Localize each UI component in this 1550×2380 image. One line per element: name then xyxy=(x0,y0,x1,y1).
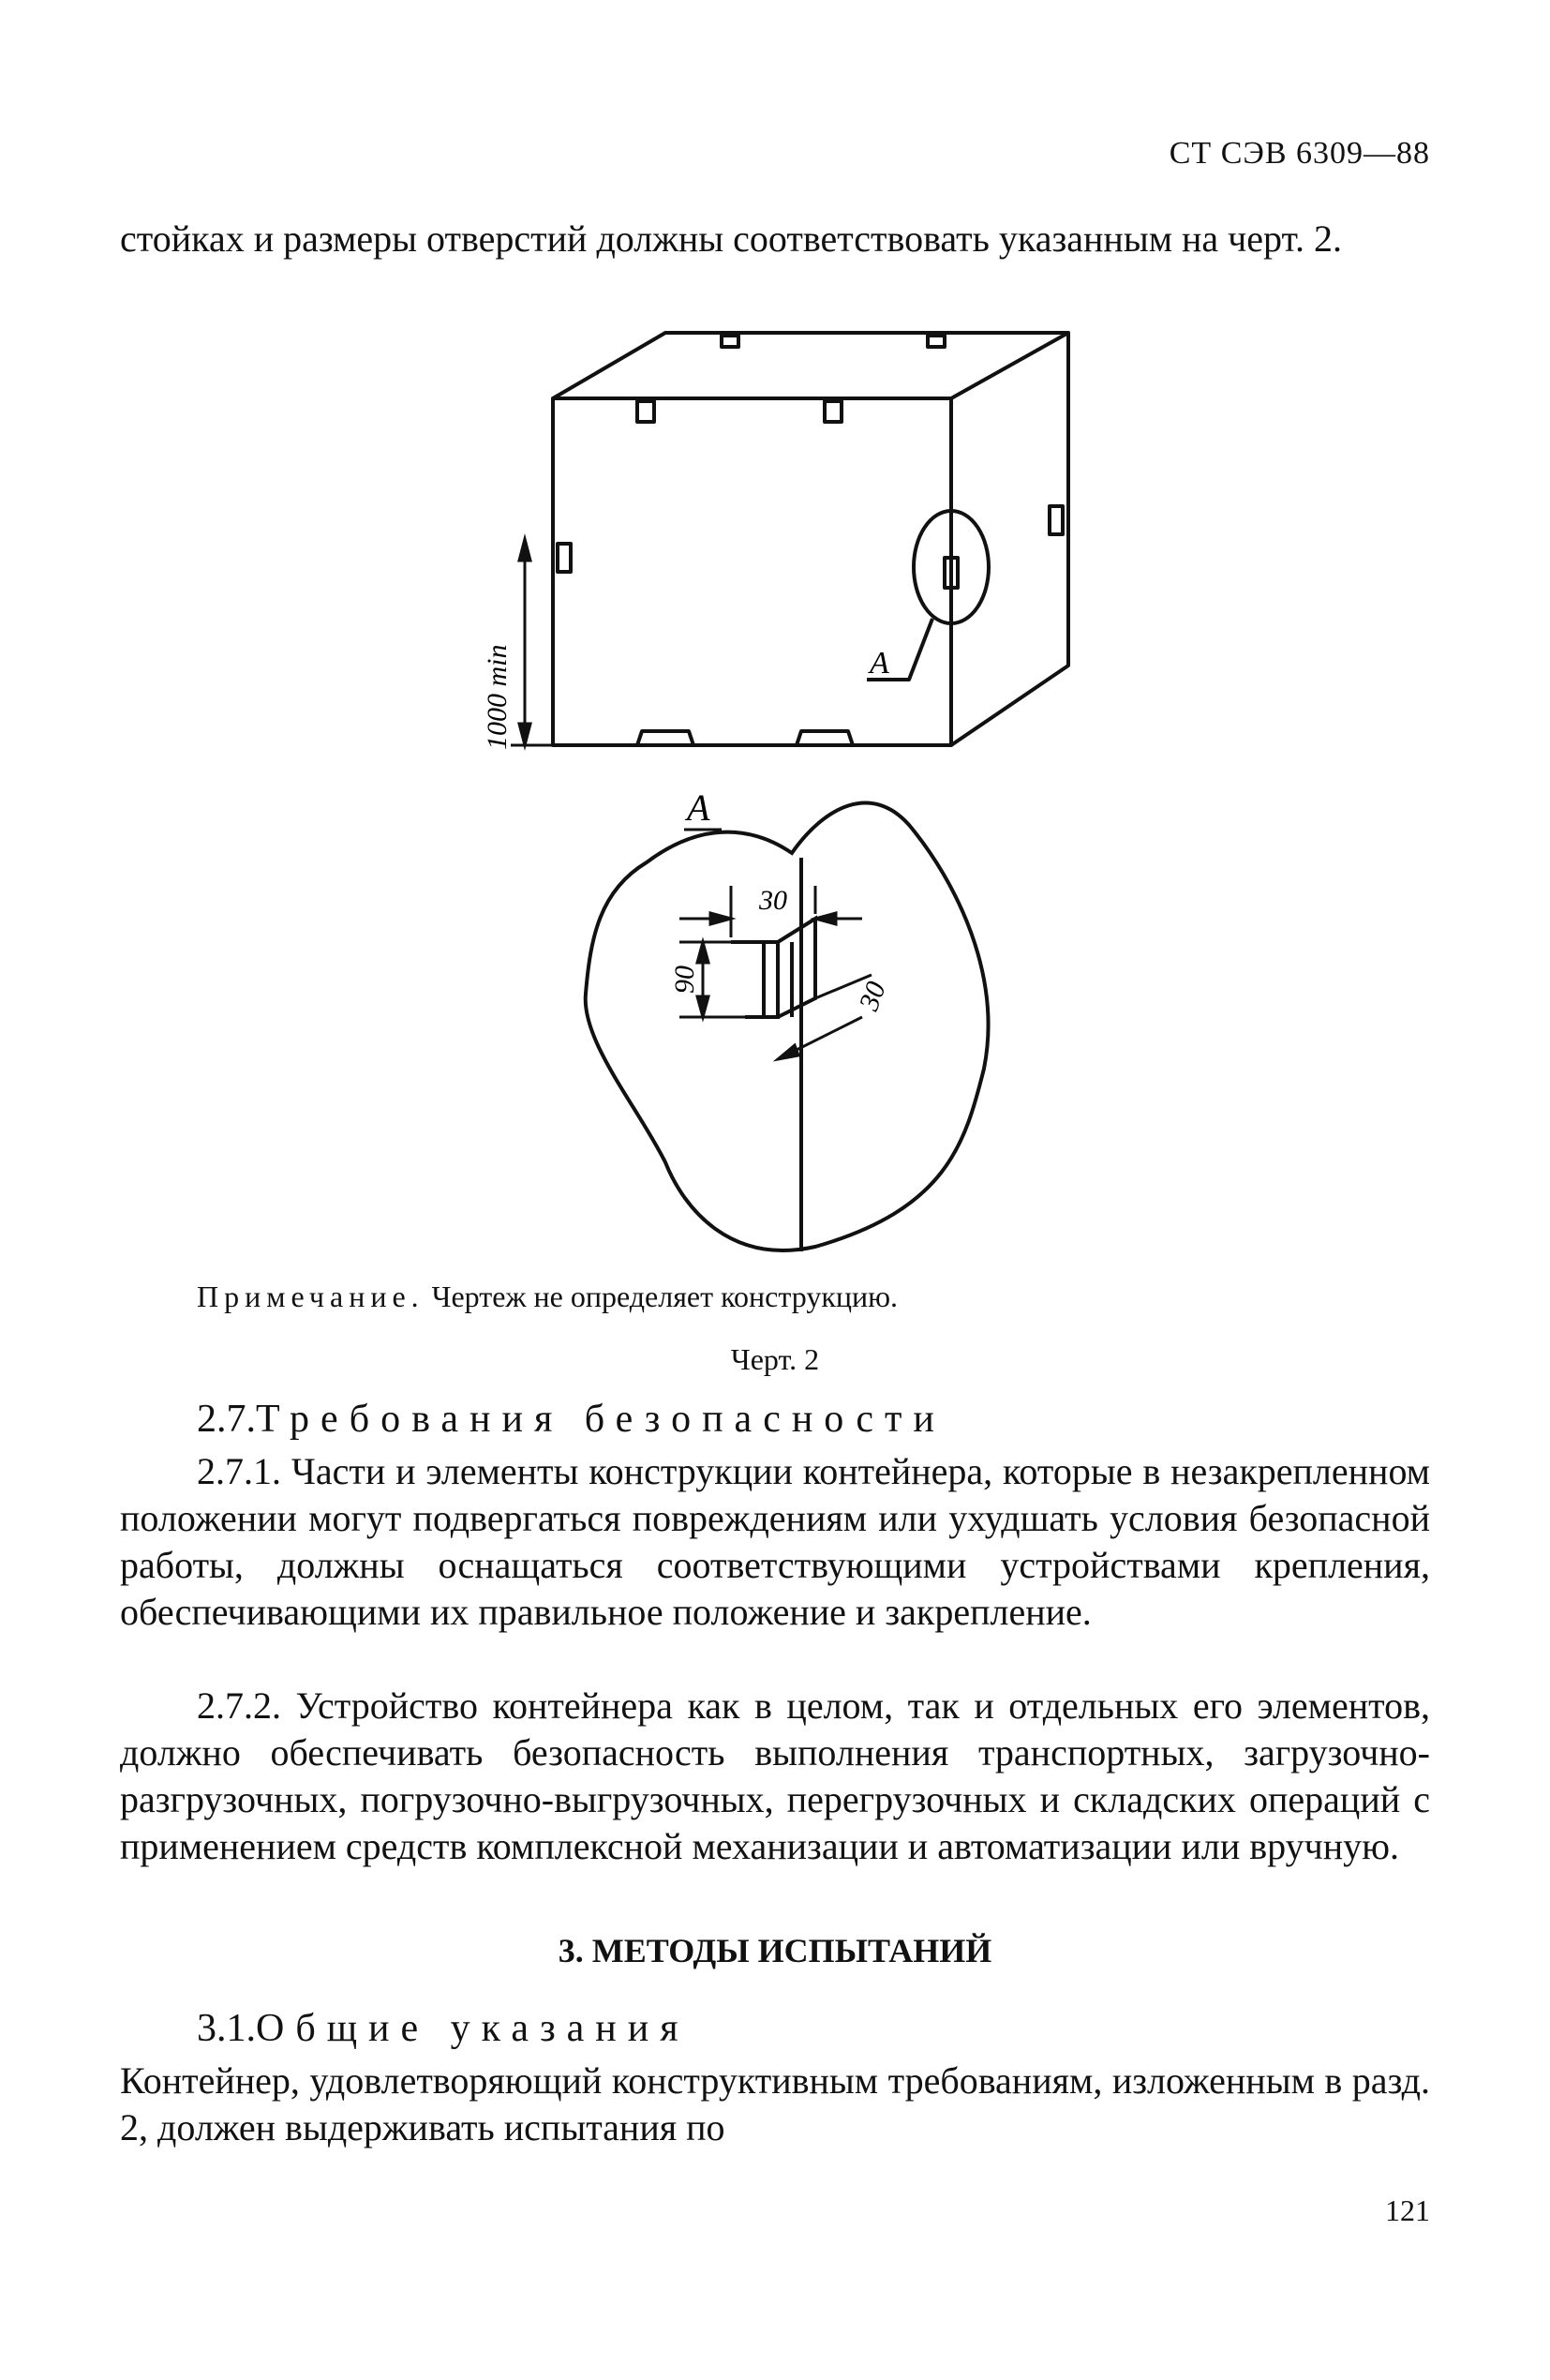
right-slot xyxy=(1050,506,1063,534)
figure-note xyxy=(197,1280,898,1314)
figure-2-drawing xyxy=(422,319,1115,1275)
note-label: Примечание. xyxy=(197,1280,425,1313)
container-box xyxy=(553,333,1068,745)
detail-width-label: 30 xyxy=(759,885,787,916)
section-3-1-heading xyxy=(197,2006,690,2051)
section-2-7-title: Требования безопасности xyxy=(256,1398,946,1441)
front-face xyxy=(553,398,951,745)
height-dimension xyxy=(511,539,553,745)
slot-side xyxy=(778,919,815,1017)
intro-paragraph: стойках и размеры отверстий должны соответствовать указанным на черт. 2. xyxy=(120,217,1342,260)
detail-view xyxy=(586,803,989,1251)
top-slot-1 xyxy=(637,401,654,422)
section-2-7-heading xyxy=(197,1397,946,1442)
section-3-1-title: Общие указания xyxy=(256,2007,690,2050)
paragraph-2-7-2: 2.7.2. Устройство контейнера как в целом, так и отдельных его элементов, должно обеспечивать безопасность выполнения транспортных, загрузочно-разгрузочных, погрузочно-выгрузочных, перегрузочных и складских операций с применением средств комплексной механизации и автоматизации или вручную. xyxy=(120,1684,1430,1867)
detail-depth-label: 30 xyxy=(853,977,892,1015)
right-face xyxy=(951,333,1068,745)
callout-label: А xyxy=(870,646,889,681)
view-label: А xyxy=(687,786,710,829)
height-dim-label: 1000 min xyxy=(482,644,513,750)
top-face xyxy=(553,333,1068,398)
top-slot-2 xyxy=(825,401,842,422)
top-slot-3 xyxy=(722,336,738,347)
bottom-notch-2 xyxy=(797,731,853,745)
slot-outline xyxy=(731,942,778,1017)
page-number: 121 xyxy=(1385,2193,1430,2227)
paragraph-3-1: Контейнер, удовлетворяющий конструктивным требованиям, изложенным в разд. 2, должен выдерживать испытания по xyxy=(120,2059,1430,2148)
bottom-notch-1 xyxy=(637,731,693,745)
detail-outline xyxy=(586,803,989,1250)
detail-height-label: 90 xyxy=(669,965,700,994)
top-slot-4 xyxy=(928,336,945,347)
note-text: Чертеж не определяет конструкцию. xyxy=(431,1280,899,1313)
container-drawing-svg xyxy=(422,319,1115,1275)
paragraph-2-7-1: 2.7.1. Части и элементы конструкции контейнера, которые в незакрепленном положении могут подвергаться повреждениям или ухудшать условия безопасной работы, должны оснащаться соответствующими устройствами крепления, обеспечивающими их правильное положение и закрепление. xyxy=(120,1450,1430,1633)
standard-code: СТ СЭВ 6309—88 xyxy=(1169,136,1430,171)
section-3-title: 3. МЕТОДЫ ИСПЫТАНИЙ xyxy=(558,1932,992,1969)
section-3-1-number: 3.1. xyxy=(197,2007,256,2050)
section-2-7-number: 2.7. xyxy=(197,1398,256,1441)
figure-caption: Черт. 2 xyxy=(730,1342,820,1376)
left-slot xyxy=(558,544,571,572)
